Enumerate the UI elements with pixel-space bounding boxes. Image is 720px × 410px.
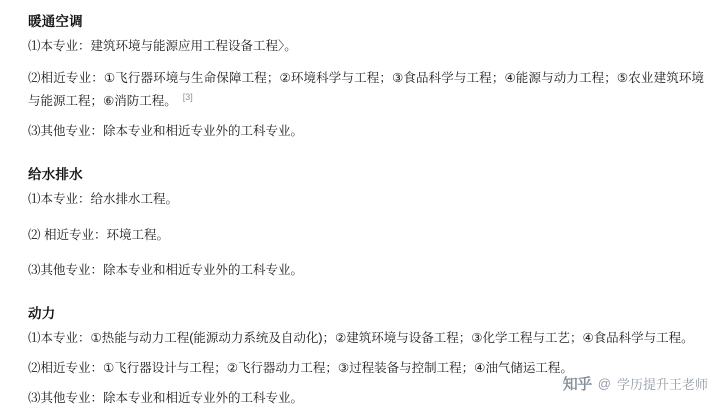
section-paragraph: ⑵ 相近专业：环境工程。: [28, 227, 169, 242]
section-paragraph: ⑶其他专业：除本专业和相近专业外的工科专业。: [28, 391, 304, 406]
spacer: [28, 153, 704, 163]
document-section-water-supply: [28, 163, 704, 283]
at-symbol: @: [597, 376, 611, 391]
section-paragraph: ⑶其他专业：除本专业和相近专业外的工科专业。: [28, 263, 304, 278]
section-title: 给水排水: [28, 166, 83, 182]
section-paragraph: ⑴本专业：建筑环境与能源应用工程设备工程〉。: [28, 39, 297, 53]
section-paragraph: ⑴本专业：①热能与动力工程(能源动力系统及自动化)；②建筑环境与设备工程；③化学工程与工艺；④食品科学与工程。: [28, 331, 694, 346]
section-title: 动力: [28, 306, 56, 322]
paragraph-text: ⑵相近专业：①飞行器环境与生命保障工程；②环境科学与工程；③食品科学与工程；④能源与动力工程；⑤农业建筑环境与能源工程；⑥消防工程。: [28, 70, 704, 108]
watermark: [563, 373, 708, 394]
watermark-author: 学历提升王老师: [616, 377, 708, 392]
reference-marker[interactable]: [3]: [182, 91, 193, 102]
section-paragraph: ⑵相近专业：①飞行器设计与工程；②飞行器动力工程；③过程装备与控制工程；④油气储运工程。: [28, 361, 573, 376]
section-paragraph: ⑶其他专业：除本专业和相近专业外的工科专业。: [28, 123, 304, 138]
section-paragraph: [28, 68, 704, 113]
section-paragraph: ⑴本专业：给水排水工程。: [28, 191, 179, 206]
spacer: [28, 292, 704, 302]
document-section-hvac: [28, 10, 704, 143]
zhihu-logo-icon: 知乎: [562, 376, 592, 393]
section-title: 暖通空调: [28, 14, 83, 29]
